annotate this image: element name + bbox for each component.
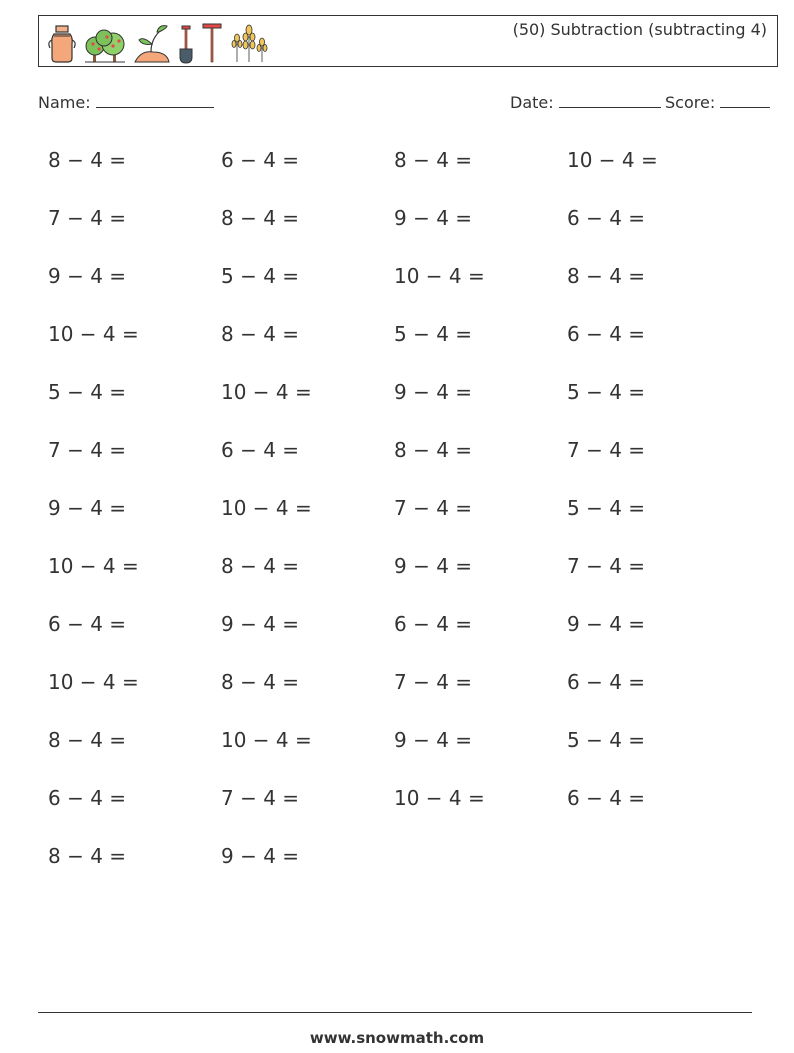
problem-item: 9 − 4 = xyxy=(394,206,473,230)
problem-item: 10 − 4 = xyxy=(567,148,658,172)
date-label: Date: xyxy=(510,93,554,112)
problem-item: 7 − 4 = xyxy=(394,670,473,694)
problem-item: 7 − 4 = xyxy=(48,438,127,462)
shovel-icon xyxy=(177,24,195,64)
problem-item: 10 − 4 = xyxy=(221,496,312,520)
problem-item: 7 − 4 = xyxy=(221,786,300,810)
name-field xyxy=(38,93,214,112)
problem-item: 7 − 4 = xyxy=(394,496,473,520)
score-blank[interactable] xyxy=(720,93,770,108)
wheat-icon xyxy=(229,24,269,64)
problem-item: 6 − 4 = xyxy=(567,786,646,810)
name-blank[interactable] xyxy=(96,93,214,108)
problem-item: 5 − 4 = xyxy=(221,264,300,288)
problem-item: 10 − 4 = xyxy=(221,380,312,404)
footer-divider xyxy=(38,1012,752,1013)
problem-item: 8 − 4 = xyxy=(221,554,300,578)
footer-url: www.snowmath.com xyxy=(309,1029,485,1047)
problem-item: 6 − 4 = xyxy=(221,438,300,462)
problem-item: 5 − 4 = xyxy=(567,496,646,520)
date-field xyxy=(510,93,661,112)
problem-item: 6 − 4 = xyxy=(48,786,127,810)
problem-item: 5 − 4 = xyxy=(48,380,127,404)
problem-item: 6 − 4 = xyxy=(221,148,300,172)
problem-item: 8 − 4 = xyxy=(567,264,646,288)
problem-item: 6 − 4 = xyxy=(394,612,473,636)
problem-item: 9 − 4 = xyxy=(221,612,300,636)
problem-item: 8 − 4 = xyxy=(221,670,300,694)
name-label: Name: xyxy=(38,93,91,112)
problem-item: 8 − 4 = xyxy=(48,148,127,172)
worksheet-header xyxy=(38,15,778,67)
rake-icon xyxy=(201,22,223,64)
problem-item: 9 − 4 = xyxy=(394,554,473,578)
problem-item: 7 − 4 = xyxy=(48,206,127,230)
problem-item: 10 − 4 = xyxy=(48,670,139,694)
problem-item: 8 − 4 = xyxy=(48,844,127,868)
problem-item: 8 − 4 = xyxy=(221,322,300,346)
problem-item: 6 − 4 = xyxy=(567,670,646,694)
problem-item: 10 − 4 = xyxy=(48,322,139,346)
problem-item: 8 − 4 = xyxy=(394,148,473,172)
problem-item: 6 − 4 = xyxy=(567,206,646,230)
date-blank[interactable] xyxy=(559,93,661,108)
problem-item: 10 − 4 = xyxy=(394,786,485,810)
problem-item: 10 − 4 = xyxy=(221,728,312,752)
problem-item: 7 − 4 = xyxy=(567,438,646,462)
score-field xyxy=(665,93,770,112)
problem-item: 8 − 4 = xyxy=(394,438,473,462)
problem-item: 7 − 4 = xyxy=(567,554,646,578)
problem-item: 5 − 4 = xyxy=(567,380,646,404)
problem-item: 10 − 4 = xyxy=(48,554,139,578)
problem-item: 10 − 4 = xyxy=(394,264,485,288)
problem-item: 9 − 4 = xyxy=(221,844,300,868)
problem-item: 8 − 4 = xyxy=(48,728,127,752)
problem-item: 9 − 4 = xyxy=(394,728,473,752)
jug-icon xyxy=(47,24,77,64)
problem-item: 6 − 4 = xyxy=(567,322,646,346)
problem-item: 5 − 4 = xyxy=(394,322,473,346)
apple-tree-icon xyxy=(83,28,127,64)
problem-item: 9 − 4 = xyxy=(48,264,127,288)
problem-item: 9 − 4 = xyxy=(48,496,127,520)
problem-item: 5 − 4 = xyxy=(567,728,646,752)
sprout-icon xyxy=(133,24,171,64)
header-icons xyxy=(47,20,269,64)
score-label: Score: xyxy=(665,93,716,112)
problem-item: 9 − 4 = xyxy=(567,612,646,636)
problem-item: 9 − 4 = xyxy=(394,380,473,404)
problem-item: 6 − 4 = xyxy=(48,612,127,636)
worksheet-title: (50) Subtraction (subtracting 4) xyxy=(512,20,767,39)
problem-item: 8 − 4 = xyxy=(221,206,300,230)
